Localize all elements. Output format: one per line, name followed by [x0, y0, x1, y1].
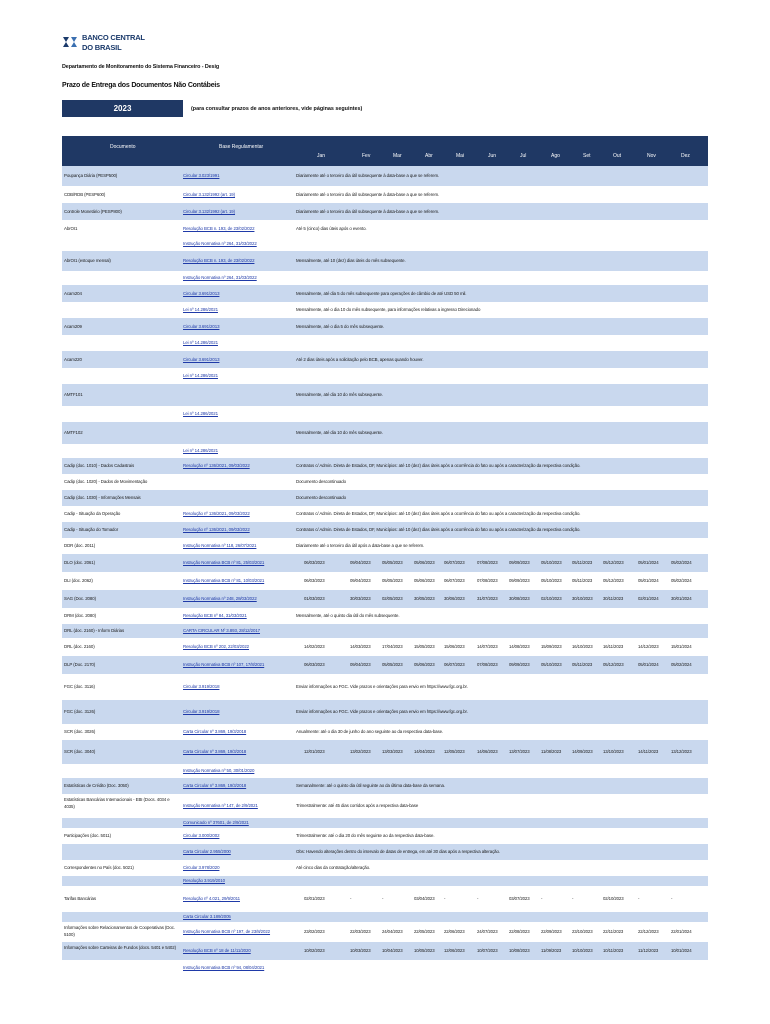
table-row — [62, 186, 708, 203]
deadline-description: Mensalmente, até dia 10 do mês subsequente. — [296, 430, 383, 435]
regulation-link[interactable]: Resolução BCB nº 202, 22/03/2022 — [183, 644, 250, 649]
deadline-date: - — [671, 896, 673, 901]
deadline-date: 05/05/2023 — [382, 662, 403, 667]
deadline-date: 07/08/2023 — [477, 560, 498, 565]
regulation-link[interactable]: Instrução Normativa BCB nº 81, 10/03/2021 — [183, 578, 265, 583]
deadline-date: - — [382, 896, 384, 901]
deadline-date: 02/10/2023 — [603, 896, 624, 901]
month-header: Jan — [317, 153, 326, 159]
deadline-description: Anualmente: até o dia 30 de junho do ano seguinte ao da respectiva data-base. — [296, 729, 444, 734]
deadline-date: 12/05/2023 — [444, 749, 465, 754]
deadline-date: 07/08/2023 — [477, 578, 498, 583]
deadline-description: Mensalmente, até dia 5 do mês subsequente para operações de câmbio de até USD 50 mil. — [296, 291, 467, 296]
deadline-description: Diariamente até o terceiro dia útil subsequente à data-base a que se referem. — [296, 209, 440, 214]
document-name: Estatísticas de Crédito (Doc. 3050) — [64, 783, 129, 788]
deadline-description: Até 2 dias úteis após a solicitação pelo BCB, apenas quando houver. — [296, 357, 424, 362]
deadline-date: 03/07/2023 — [509, 896, 530, 901]
table-row — [62, 764, 708, 778]
document-name: AbrOI1 — [64, 226, 78, 231]
table-row — [62, 335, 708, 351]
deadline-date: 05/02/2024 — [671, 578, 692, 583]
month-header: Nov — [647, 153, 656, 159]
deadline-date: - — [572, 896, 574, 901]
table-row — [62, 458, 708, 474]
deadline-description: Obs: Havendo alterações dentro do intervalo de datas de entrega, em até 30 dias após a respectiva alteração. — [296, 849, 500, 854]
deadline-date: 22/03/2023 — [350, 929, 371, 934]
document-name: Acam220 — [64, 357, 82, 362]
deadline-description: Contratos c/ Admin. Direta de Estados, DF, Municípios: até 10 (dez) dias úteis após a ocorrência do fato ou após a caracterização da respectiva condição. — [296, 527, 581, 532]
deadline-date: 14/02/2023 — [304, 644, 325, 649]
deadline-date: 02/05/2023 — [382, 596, 403, 601]
table-row — [62, 740, 708, 764]
regulation-link[interactable]: Lei nº 14.286/2021 — [183, 411, 218, 416]
deadline-date: 05/11/2023 — [572, 662, 593, 667]
deadline-date: 30/08/2023 — [509, 596, 530, 601]
regulation-link[interactable]: Carta Circular nº 3.869, 19/3/2018 — [183, 729, 247, 734]
deadline-description: Contratos c/ Admin. Direta de Estados, DF, Municípios: até 10 (dez) dias úteis após a ocorrência do fato ou após a caracterização da respectiva condição. — [296, 511, 581, 516]
month-header: Mai — [456, 153, 465, 159]
deadline-date: 12/06/2023 — [444, 948, 465, 953]
deadline-date: 05/06/2023 — [414, 578, 435, 583]
document-name: Estatísticas Bancárias Internacionais - EBI (Docs. 4034 e 4035) — [64, 797, 170, 809]
deadline-date: 31/07/2023 — [477, 596, 498, 601]
table-row — [62, 318, 708, 335]
deadline-date: 05/12/2023 — [603, 578, 624, 583]
deadline-date: 09/09/2023 — [509, 578, 530, 583]
table-row — [62, 608, 708, 624]
regulation-link[interactable]: Circular 3.691/2013 — [183, 291, 220, 296]
document-name: SCR (doc. 3040) — [64, 749, 96, 754]
deadline-date: 10/02/2023 — [304, 948, 325, 953]
deadline-date: 03/04/2023 — [414, 896, 435, 901]
regulation-link[interactable]: Resolução nº 4.021, 29/9/2011 — [183, 896, 240, 901]
table-row — [62, 638, 708, 656]
deadline-date: 22/06/2023 — [444, 929, 465, 934]
table-row — [62, 886, 708, 912]
deadline-date: 10/04/2023 — [382, 948, 403, 953]
regulation-link[interactable]: Resolução BCB nº 84, 31/03/2021 — [183, 613, 247, 618]
table-row — [62, 203, 708, 220]
deadline-date: 05/06/2023 — [414, 662, 435, 667]
deadline-date: 15/05/2023 — [414, 644, 435, 649]
month-header: Set — [583, 153, 591, 159]
regulation-link[interactable]: Lei nº 14.286/2021 — [183, 448, 218, 453]
month-header: Ago — [551, 153, 560, 159]
bcb-logo — [62, 32, 182, 54]
regulation-link[interactable]: Circular 3.132/1992 (art. 19) — [183, 209, 236, 214]
document-name: CDB/RDB (PESP600) — [64, 192, 106, 197]
year-note: (para consultar prazos de anos anteriores, vide páginas seguintes) — [191, 106, 363, 112]
regulation-link[interactable]: Carta Circular 2.955/2000 — [183, 849, 231, 854]
deadline-date: 02/01/2024 — [638, 596, 659, 601]
document-name: DLI (doc. 2062) — [64, 578, 93, 583]
header-base: Base Regulamentar — [219, 144, 264, 150]
month-header: Abr — [425, 153, 433, 159]
deadline-date: 14/09/2023 — [572, 749, 593, 754]
regulation-link[interactable]: Resolução BCB nº 18 de 11/11/2020 — [183, 948, 251, 953]
deadline-date: 05/12/2023 — [603, 662, 624, 667]
table-row — [62, 237, 708, 251]
deadline-date: 22/08/2023 — [509, 929, 530, 934]
document-name: Cadip - Situação do Tomador — [64, 527, 119, 532]
deadline-description: Diariamente até o terceiro dia útil subsequente à data-base a que se referem. — [296, 173, 440, 178]
deadline-date: 05/11/2023 — [572, 578, 593, 583]
deadline-description: Mensalmente, até o dia 10 do mês subsequente, para informações relativas a ingresso Direcionado — [296, 307, 481, 312]
table-row — [62, 656, 708, 674]
regulation-link[interactable]: Instrução Normativa BCB nº 197, de 23/8/2022 — [183, 929, 271, 934]
table-row — [62, 828, 708, 844]
deadline-date: 22/12/2023 — [638, 929, 659, 934]
deadline-date: 10/10/2023 — [572, 948, 593, 953]
deadline-date: 17/04/2023 — [382, 644, 403, 649]
document-name: FGC (doc. 3116) — [64, 684, 95, 689]
month-header: Mar — [393, 153, 402, 159]
table-row — [62, 406, 708, 422]
deadline-date: 14/11/2023 — [638, 749, 659, 754]
table-row — [62, 271, 708, 285]
table-row — [62, 474, 708, 490]
document-name: DDR (doc. 2011) — [64, 543, 96, 548]
regulation-link[interactable]: Instrução Normativa BCB nº 107, 17/8/2021 — [183, 662, 265, 667]
regulation-link[interactable]: Resolução nº 136/2021, 09/03/2022 — [183, 463, 250, 468]
table-row — [62, 860, 708, 876]
deadline-description: Trimestralmente: até 45 dias corridos após a respectiva data-base — [296, 803, 419, 808]
deadline-date: 07/08/2023 — [477, 662, 498, 667]
deadline-date: 14/03/2023 — [350, 644, 371, 649]
month-header: Jul — [520, 153, 527, 159]
table-row — [62, 724, 708, 740]
document-name: Cadip (doc. 1030) - Informações Mensais — [64, 495, 141, 500]
table-row — [62, 912, 708, 922]
deadline-date: 23/10/2023 — [572, 929, 593, 934]
table-row — [62, 844, 708, 860]
document-name: Controle Monetário (PESP800) — [64, 209, 122, 214]
table-row — [62, 674, 708, 700]
table-row — [62, 506, 708, 522]
deadline-date: 14/06/2023 — [477, 749, 498, 754]
deadline-date: 06/03/2023 — [304, 662, 325, 667]
deadline-date: 30/11/2023 — [603, 596, 624, 601]
deadline-description: Mensalmente, até dia 10 do mês subsequente. — [296, 392, 383, 397]
document-name: DRL (doc. 2160) - Inform Diárias — [64, 628, 125, 633]
table-row — [62, 922, 708, 942]
deadline-date: 30/06/2023 — [444, 596, 465, 601]
deadline-date: 14/04/2023 — [414, 749, 435, 754]
table-row — [62, 302, 708, 318]
year-label: 2023 — [113, 104, 132, 113]
deadline-date: 10/07/2023 — [477, 948, 498, 953]
deadline-description: Documento descontinuado — [296, 479, 346, 484]
document-name: AbrOI1 (estoque mensal) — [64, 258, 111, 263]
document-name: SAG (Doc. 2080) — [64, 596, 96, 601]
year-badge — [62, 100, 183, 117]
regulation-link[interactable]: Circular 3.023/1991 — [183, 173, 220, 178]
deadline-date: 02/10/2023 — [541, 596, 562, 601]
table-header — [62, 136, 708, 166]
month-header: Out — [613, 153, 622, 159]
regulation-link[interactable]: Circular 3.691/2013 — [183, 324, 220, 329]
table-row — [62, 351, 708, 368]
deadline-date: 05/01/2024 — [638, 662, 659, 667]
regulation-link[interactable]: Comunicado nº 37601, de 2/9/2021 — [183, 820, 249, 825]
document-name: Cadip - Situação da Operação — [64, 511, 121, 516]
document-name: DLP (Doc. 2170) — [64, 662, 96, 667]
deadline-date: 09/09/2023 — [509, 662, 530, 667]
regulation-link[interactable]: Circular 3.132/1992 (art. 19) — [183, 192, 236, 197]
regulation-link[interactable]: Instrução Normativa nº 147, de 2/9/2021 — [183, 803, 258, 808]
regulation-link[interactable]: Resolução BCB n. 193, de 23/02/2022 — [183, 258, 255, 263]
regulation-link[interactable]: Resolução BCB n. 193, de 23/02/2022 — [183, 226, 255, 231]
regulation-link[interactable]: Carta Circular nº 3.869, 19/3/2018 — [183, 749, 247, 754]
deadline-description: Até 5 (cinco) dias úteis após o evento. — [296, 226, 367, 231]
deadline-date: 09/04/2023 — [350, 578, 371, 583]
table-row — [62, 285, 708, 302]
table-row — [62, 220, 708, 237]
table-row — [62, 942, 708, 960]
regulation-link[interactable]: Instrução Normativa BCB nº 94, 08/04/2021 — [183, 965, 265, 970]
table-row — [62, 251, 708, 271]
deadline-date: 09/09/2023 — [509, 560, 530, 565]
page-title: Prazo de Entrega dos Documentos Não Contábeis — [62, 82, 220, 89]
table-row — [62, 818, 708, 828]
deadline-date: - — [350, 896, 352, 901]
regulation-link[interactable]: Circular 3.919/2018 — [183, 709, 220, 714]
document-name: FGC (doc. 3126) — [64, 709, 96, 714]
deadline-description: Trimestralmente: até o dia 20 do mês seguinte ao da respectiva data-base. — [296, 833, 435, 838]
deadline-date: 10/01/2024 — [671, 948, 692, 953]
table-row — [62, 422, 708, 444]
logo-line2: DO BRASIL — [82, 43, 122, 52]
document-name: DRL (doc. 2160) — [64, 644, 95, 649]
deadline-date: 06/03/2023 — [304, 578, 325, 583]
regulation-link[interactable]: Instrução Normativa nº 248, 28/03/2022 — [183, 596, 257, 601]
regulation-link[interactable]: Instrução Normativa BCB nº 81, 25/03/2021 — [183, 560, 265, 565]
deadline-date: 09/04/2023 — [350, 662, 371, 667]
document-name: AMTF102 — [64, 430, 83, 435]
deadline-date: - — [444, 896, 446, 901]
document-name: AMTF101 — [64, 392, 83, 397]
document-name: Participações (doc. 5011) — [64, 833, 111, 838]
deadline-description: Documento descontinuado — [296, 495, 346, 500]
deadline-description: Semanalmente: até o quinto dia útil seguinte ao da última data-base da semana. — [296, 783, 445, 788]
deadline-date: 15/09/2023 — [541, 644, 562, 649]
document-name: Poupança Diária (PESP500) — [64, 173, 118, 178]
deadline-date: 22/09/2023 — [541, 929, 562, 934]
regulation-link[interactable]: Lei nº 14.286/2021 — [183, 340, 218, 345]
deadline-date: 14/08/2023 — [509, 644, 530, 649]
deadline-date: 13/10/2023 — [603, 749, 624, 754]
regulation-link[interactable]: Resolução nº 136/2021, 09/03/2022 — [183, 511, 250, 516]
table-row — [62, 700, 708, 724]
regulation-link[interactable]: Instrução Normativa nº 264, 31/03/2022 — [183, 275, 257, 280]
deadline-date: 05/10/2023 — [541, 662, 562, 667]
deadline-date: 09/04/2023 — [350, 560, 371, 565]
bcb-logo-icon — [62, 34, 78, 50]
deadline-date: 16/10/2023 — [572, 644, 593, 649]
deadline-date: 13/02/2023 — [350, 749, 371, 754]
deadline-date: 10/08/2023 — [509, 948, 530, 953]
table-row — [62, 590, 708, 608]
document-name: Informações sobre Carteiras de Fundos (docs. 5401 e 5402) — [64, 945, 176, 950]
deadline-date: 06/07/2023 — [444, 560, 465, 565]
deadline-date: 05/05/2023 — [382, 578, 403, 583]
regulation-link[interactable]: Circular 3.919/2018 — [183, 684, 220, 689]
table-row — [62, 384, 708, 406]
month-header: Fev — [362, 153, 371, 159]
regulation-link[interactable]: CARTA CIRCULAR Nº 3.893, 28/12/2017 — [183, 628, 261, 633]
deadline-date: 22/01/2024 — [671, 929, 692, 934]
regulation-link[interactable]: Lei nº 14.286/2021 — [183, 307, 218, 312]
deadline-date: 05/02/2024 — [671, 662, 692, 667]
deadline-date: 16/11/2023 — [603, 644, 624, 649]
table-row — [62, 490, 708, 506]
regulation-link[interactable]: Resolução 3.919/2010 — [183, 878, 225, 883]
document-name: Correspondentes no País (doc. 5021) — [64, 865, 134, 870]
deadline-date: 05/06/2023 — [414, 560, 435, 565]
deadline-date: 22/11/2023 — [603, 929, 624, 934]
document-name: Tarifas Bancárias — [64, 896, 96, 901]
deadline-date: 06/07/2023 — [444, 662, 465, 667]
deadline-date: 15/06/2023 — [444, 644, 465, 649]
deadline-date: 24/07/2023 — [477, 929, 498, 934]
deadline-description: Mensalmente, até o quinto dia útil do mês subsequente. — [296, 613, 400, 618]
deadline-date: 02/01/2023 — [304, 896, 325, 901]
table-row — [62, 368, 708, 384]
deadline-description: Enviar informações ao FGC. Vide prazos e orientações para envio em https://www.fgc.org.br. — [296, 684, 468, 689]
deadline-date: 13/07/2023 — [509, 749, 530, 754]
deadline-date: 05/02/2024 — [671, 560, 692, 565]
regulation-link[interactable]: Circular 3.691/2013 — [183, 357, 220, 362]
deadline-date: 05/01/2024 — [638, 578, 659, 583]
regulation-link[interactable]: Instrução Normativa nº 118, 26/07/2021 — [183, 543, 257, 548]
regulation-link[interactable]: Instrução Normativa nº 264, 31/03/2022 — [183, 241, 257, 246]
regulation-link[interactable]: Resolução nº 136/2021, 09/03/2022 — [183, 527, 250, 532]
deadline-description: Diariamente até o terceiro dia útil após a data-base a que se referem. — [296, 543, 425, 548]
table-row — [62, 960, 708, 976]
regulation-link[interactable]: Instrução Normativa nº 50, 30/01/2020 — [183, 768, 255, 773]
document-name: Cadip (doc. 1010) - Dados Cadastrais — [64, 463, 135, 468]
deadline-date: 30/05/2023 — [414, 596, 435, 601]
deadline-date: 24/04/2023 — [382, 929, 403, 934]
deadline-date: 30/10/2023 — [572, 596, 593, 601]
deadline-date: 11/08/2023 — [541, 749, 562, 754]
deadline-date: 13/12/2023 — [671, 749, 692, 754]
deadline-description: Mensalmente, até o dia 5 do mês subsequente. — [296, 324, 385, 329]
deadline-description: Enviar informações ao FGC. Vide prazos e orientações para envio em https://www.fgc.org.br. — [296, 709, 468, 714]
deadline-date: 05/01/2024 — [638, 560, 659, 565]
deadline-date: - — [477, 896, 479, 901]
month-header: Jun — [488, 153, 497, 159]
document-name: Acam209 — [64, 324, 82, 329]
deadline-description: Diariamente até o terceiro dia útil subsequente à data-base a que se referem. — [296, 192, 440, 197]
document-name: Acam204 — [64, 291, 82, 296]
document-name: Informações sobre Relacionamentos de Cooperativas (Doc. 5100) — [64, 925, 175, 937]
deadline-date: 14/07/2023 — [477, 644, 498, 649]
deadline-date: - — [638, 896, 640, 901]
deadline-date: 10/05/2023 — [414, 948, 435, 953]
logo-line1: BANCO CENTRAL — [82, 33, 145, 42]
deadline-date: 12/01/2023 — [304, 749, 325, 754]
deadline-date: 01/03/2023 — [304, 596, 325, 601]
document-name: DRM (doc. 2080) — [64, 613, 96, 618]
header-documento: Documento — [110, 144, 136, 150]
document-name: DLO (doc. 2061) — [64, 560, 95, 565]
deadline-date: 30/03/2023 — [350, 596, 371, 601]
deadline-description: Contratos c/ Admin. Direta de Estados, DF, Municípios: até 10 (dez) dias úteis após a ocorrência do fato ou após a caracterização da respectiva condição. — [296, 463, 581, 468]
deadline-date: 05/10/2023 — [541, 560, 562, 565]
table-row — [62, 166, 708, 186]
regulation-link[interactable]: Carta Circular nº 3.869, 19/3/2018 — [183, 783, 247, 788]
deadline-date: 14/12/2023 — [638, 644, 659, 649]
deadline-date: 05/12/2023 — [603, 560, 624, 565]
document-name: Cadip (doc. 1020) - Dados de Movimentação — [64, 479, 148, 484]
regulation-link[interactable]: Circular 3.000/2002 — [183, 833, 220, 838]
deadline-date: 05/05/2023 — [382, 560, 403, 565]
table-row — [62, 522, 708, 538]
deadline-description: Mensalmente, até 10 (dez) dias úteis do mês subsequente. — [296, 258, 406, 263]
deadline-date: 06/07/2023 — [444, 578, 465, 583]
deadline-date: 13/03/2023 — [382, 749, 403, 754]
deadline-date: 10/03/2023 — [350, 948, 371, 953]
deadline-date: 15/01/2024 — [671, 644, 692, 649]
deadline-date: - — [541, 896, 543, 901]
table-row — [62, 794, 708, 818]
table-row — [62, 624, 708, 638]
deadline-date: 11/12/2023 — [638, 948, 659, 953]
month-header: Dez — [681, 153, 690, 159]
table-row — [62, 554, 708, 572]
deadline-date: 30/01/2024 — [671, 596, 692, 601]
regulation-link[interactable]: Carta Circular 3.189/2005 — [183, 914, 231, 919]
deadline-date: 23/02/2023 — [304, 929, 325, 934]
deadline-date: 06/03/2023 — [304, 560, 325, 565]
deadline-date: 22/05/2023 — [414, 929, 435, 934]
table-row — [62, 538, 708, 554]
regulation-link[interactable]: Lei nº 14.286/2021 — [183, 373, 218, 378]
document-name: SCR (doc. 3026) — [64, 729, 96, 734]
table-row — [62, 876, 708, 886]
deadline-date: 05/11/2023 — [572, 560, 593, 565]
table-row — [62, 778, 708, 794]
department-label: Departamento de Monitoramento do Sistema Financeiro - Desig — [62, 64, 220, 70]
regulation-link[interactable]: Circular 3.978/2020 — [183, 865, 220, 870]
deadline-date: 11/09/2023 — [541, 948, 562, 953]
table-row — [62, 444, 708, 458]
table-row — [62, 572, 708, 590]
deadline-date: 10/11/2023 — [603, 948, 624, 953]
deadline-description: Até cinco dias da contratação/alteração. — [296, 865, 371, 870]
deadline-date: 05/10/2023 — [541, 578, 562, 583]
